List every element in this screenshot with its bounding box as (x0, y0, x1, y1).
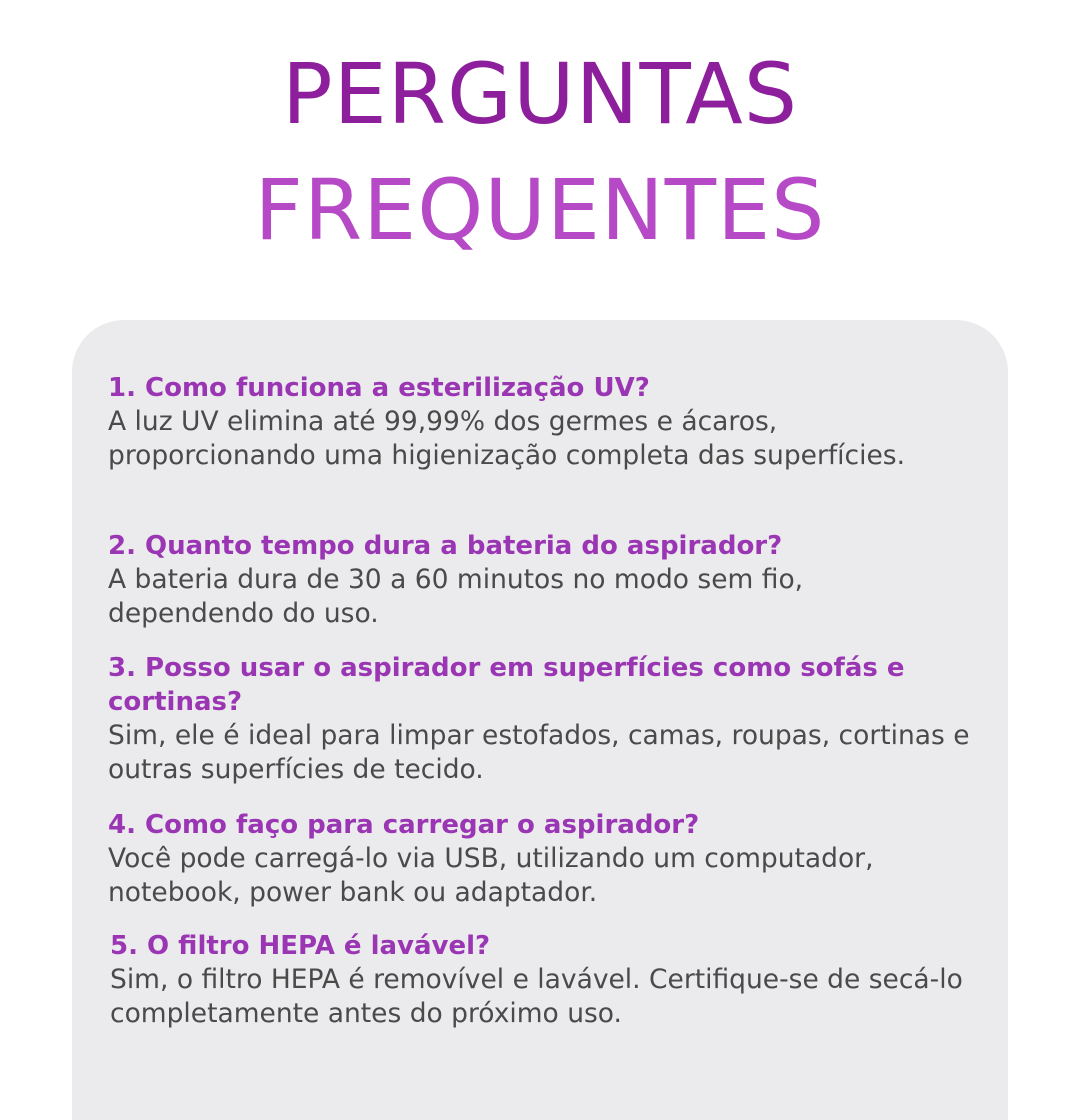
faq-item-2 (108, 529, 968, 631)
faq-question-4: 4. Como faço para carregar o aspirador? (108, 810, 700, 840)
faq-answer-1: A luz UV elimina até 99,99% dos germes e ácaros, proporcionando uma higienização completa das superfícies. (108, 406, 906, 471)
faq-item-5 (110, 929, 970, 1031)
faq-answer-2: A bateria dura de 30 a 60 minutos no modo sem fio, dependendo do uso. (108, 564, 804, 629)
faq-answer-5: Sim, o filtro HEPA é removível e lavável. Certifique-se de secá-lo completamente antes do próximo uso. (110, 964, 963, 1029)
faq-item-1 (108, 371, 968, 473)
faq-question-2: 2. Quanto tempo dura a bateria do aspirador? (108, 531, 783, 561)
faq-item-4 (108, 808, 968, 910)
page-title-line-1: PERGUNTAS (281, 45, 799, 143)
faq-item-3 (108, 651, 978, 787)
faq-answer-4: Você pode carregá-lo via USB, utilizando um computador, notebook, power bank ou adaptador. (108, 843, 874, 908)
faq-question-5: 5. O filtro HEPA é lavável? (110, 931, 491, 961)
faq-answer-3: Sim, ele é ideal para limpar estofados, camas, roupas, cortinas e outras superfícies de tecido. (108, 720, 970, 785)
faq-question-1: 1. Como funciona a esterilização UV? (108, 373, 650, 403)
faq-question-3: 3. Posso usar o aspirador em superfícies como sofás e cortinas? (108, 653, 905, 717)
page-title-line-2: FREQUENTES (254, 161, 826, 259)
